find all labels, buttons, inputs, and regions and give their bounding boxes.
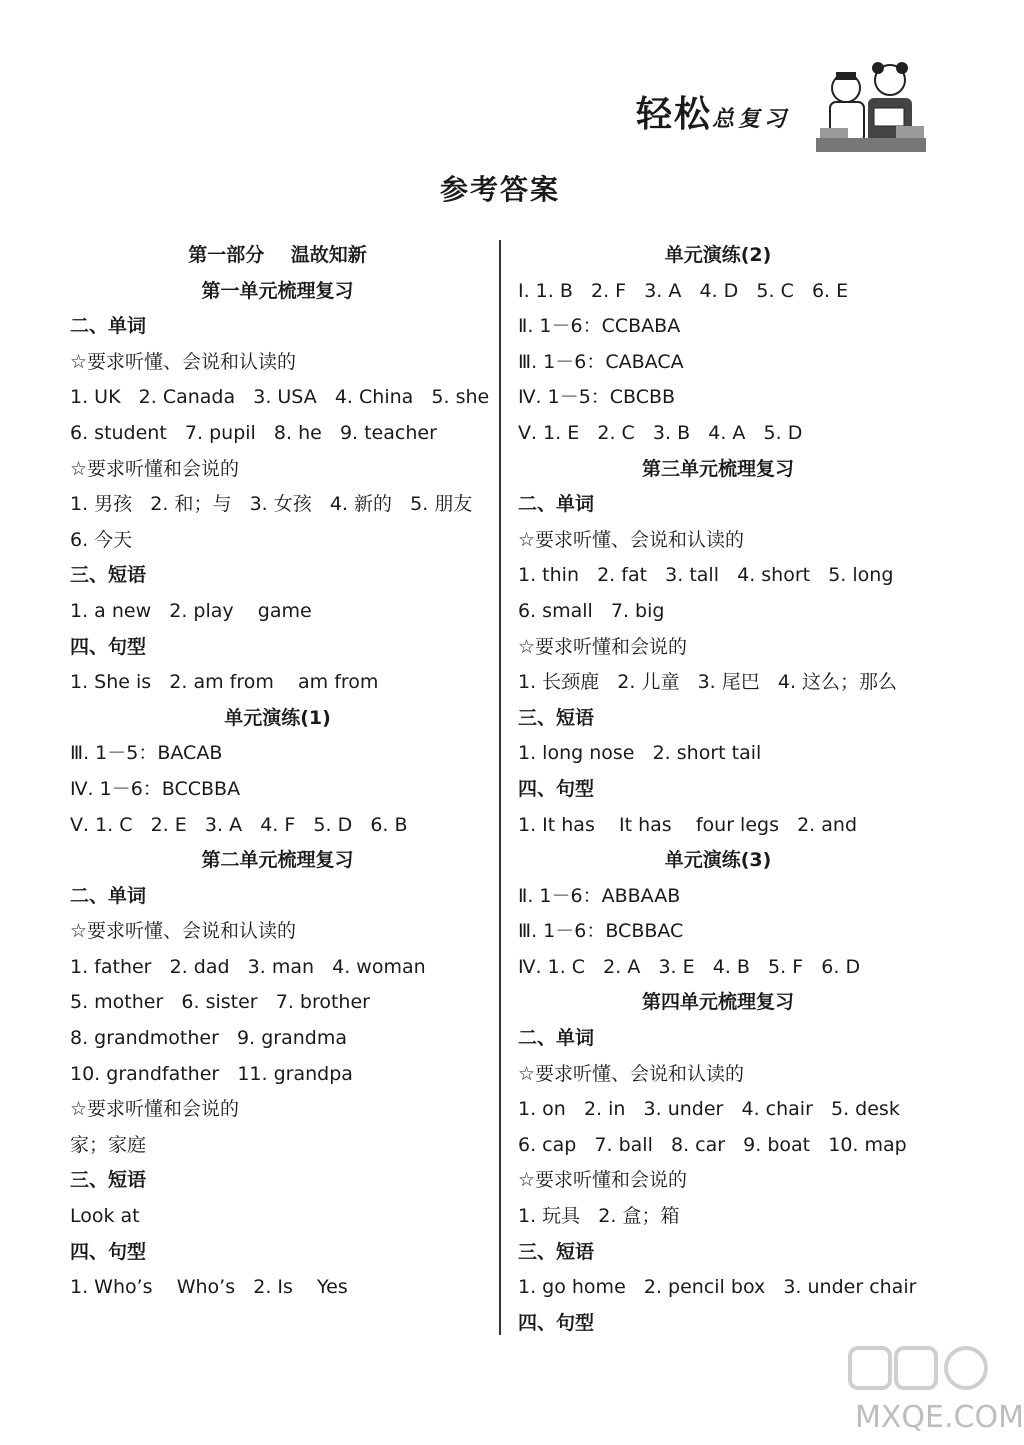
answer-line: 1. Who’s Who’s 2. Is Yes	[70, 1276, 348, 1299]
answer-line: ☆要求听懂、会说和认读的	[518, 528, 745, 551]
subsection-heading: 四、句型	[518, 777, 595, 800]
answer-line: ☆要求听懂和会说的	[70, 1098, 240, 1121]
logo-main: 轻松	[636, 93, 713, 135]
subsection-heading: 四、句型	[70, 1240, 147, 1263]
answer-line: 1. 男孩 2. 和；与 3. 女孩 4. 新的 5. 朋友	[70, 493, 473, 516]
answer-line: Look at	[70, 1205, 140, 1228]
answer-line: 1. 玩具 2. 盒；箱	[518, 1205, 680, 1228]
subsection-heading: 四、句型	[518, 1311, 595, 1334]
answer-line: Ⅱ. 1－6：CCBABA	[518, 315, 681, 338]
subsection-heading: 三、短语	[518, 1240, 595, 1263]
answer-line: 家；家庭	[70, 1133, 147, 1156]
answer-line: Ⅲ. 1－5：BACAB	[70, 742, 223, 765]
answer-line: Ⅳ. 1－5：CBCBB	[518, 386, 676, 409]
answer-line: 1. thin 2. fat 3. tall 4. short 5. long	[518, 564, 894, 587]
answer-line: 6. cap 7. ball 8. car 9. boat 10. map	[518, 1133, 907, 1156]
subsection-heading: 三、短语	[70, 1169, 147, 1192]
section-heading: 第一部分 温故知新	[188, 244, 367, 266]
children-reading-illustration	[816, 50, 926, 160]
watermark-text: MXQE.COM	[855, 1400, 1024, 1435]
answer-line: 10. grandfather 11. grandpa	[70, 1062, 353, 1085]
right-column	[518, 238, 918, 1341]
watermark	[790, 1340, 1024, 1440]
subsection-heading: 二、单词	[70, 884, 147, 907]
subsection-heading: 三、短语	[518, 706, 595, 729]
answer-line: 1. UK 2. Canada 3. USA 4. China 5. she	[70, 386, 490, 409]
watermark-logo-icon	[790, 1340, 1000, 1400]
answer-line: 6. 今天	[70, 528, 133, 551]
subsection-heading: 三、短语	[70, 564, 147, 587]
section-heading: 第四单元梳理复习	[641, 991, 794, 1014]
answer-line: 1. 长颈鹿 2. 儿童 3. 尾巴 4. 这么；那么	[518, 671, 898, 694]
answer-line: 1. long nose 2. short tail	[518, 742, 762, 765]
page-title: 参考答案	[439, 173, 560, 206]
subsection-heading: 四、句型	[70, 635, 147, 658]
answer-line: 1. She is 2. am from am from	[70, 671, 379, 694]
answer-line: ☆要求听懂、会说和认读的	[70, 350, 297, 373]
answer-line: 8. grandmother 9. grandma	[70, 1027, 347, 1050]
section-heading: 第三单元梳理复习	[641, 457, 794, 480]
answer-line: Ⅳ. 1－6：BCCBBA	[70, 777, 241, 800]
answer-line: 1. It has It has four legs 2. and	[518, 813, 858, 836]
answer-line: 1. a new 2. play game	[70, 599, 312, 622]
answer-line: ☆要求听懂和会说的	[518, 635, 688, 658]
answer-line: ☆要求听懂和会说的	[70, 457, 240, 480]
subsection-heading: 二、单词	[518, 1027, 595, 1050]
section-heading: 单元演练(2)	[664, 244, 772, 266]
answer-line: 1. father 2. dad 3. man 4. woman	[70, 955, 426, 978]
answer-line: ☆要求听懂和会说的	[518, 1169, 688, 1192]
section-heading: 第二单元梳理复习	[201, 849, 354, 872]
answer-line: 1. on 2. in 3. under 4. chair 5. desk	[518, 1098, 900, 1121]
answer-line: ☆要求听懂、会说和认读的	[70, 920, 297, 943]
answer-line: ☆要求听懂、会说和认读的	[518, 1062, 745, 1085]
answer-line: 5. mother 6. sister 7. brother	[70, 991, 370, 1014]
answer-line: Ⅲ. 1－6：CABACA	[518, 350, 684, 373]
answer-line: 1. go home 2. pencil box 3. under chair	[518, 1276, 917, 1299]
answer-line: 6. student 7. pupil 8. he 9. teacher	[70, 421, 437, 444]
section-heading: 第一单元梳理复习	[201, 279, 354, 302]
answer-line: Ⅰ. 1. B 2. F 3. A 4. D 5. C 6. E	[518, 279, 849, 302]
left-column	[70, 238, 490, 1306]
logo-sub: 总复习	[712, 106, 791, 132]
answer-line: Ⅱ. 1－6：ABBAAB	[518, 884, 681, 907]
subsection-heading: 二、单词	[70, 315, 147, 338]
section-heading: 单元演练(3)	[664, 849, 772, 872]
answer-line: Ⅲ. 1－6：BCBBAC	[518, 920, 684, 943]
header-logo	[636, 80, 926, 160]
answer-line: Ⅴ. 1. C 2. E 3. A 4. F 5. D 6. B	[70, 813, 408, 836]
subsection-heading: 二、单词	[518, 493, 595, 516]
column-divider	[499, 240, 501, 1335]
answer-line: Ⅴ. 1. E 2. C 3. B 4. A 5. D	[518, 421, 803, 444]
answer-line: 6. small 7. big	[518, 599, 665, 622]
logo-text	[636, 86, 790, 137]
answer-line: Ⅳ. 1. C 2. A 3. E 4. B 5. F 6. D	[518, 955, 861, 978]
section-heading: 单元演练(1)	[224, 706, 331, 729]
